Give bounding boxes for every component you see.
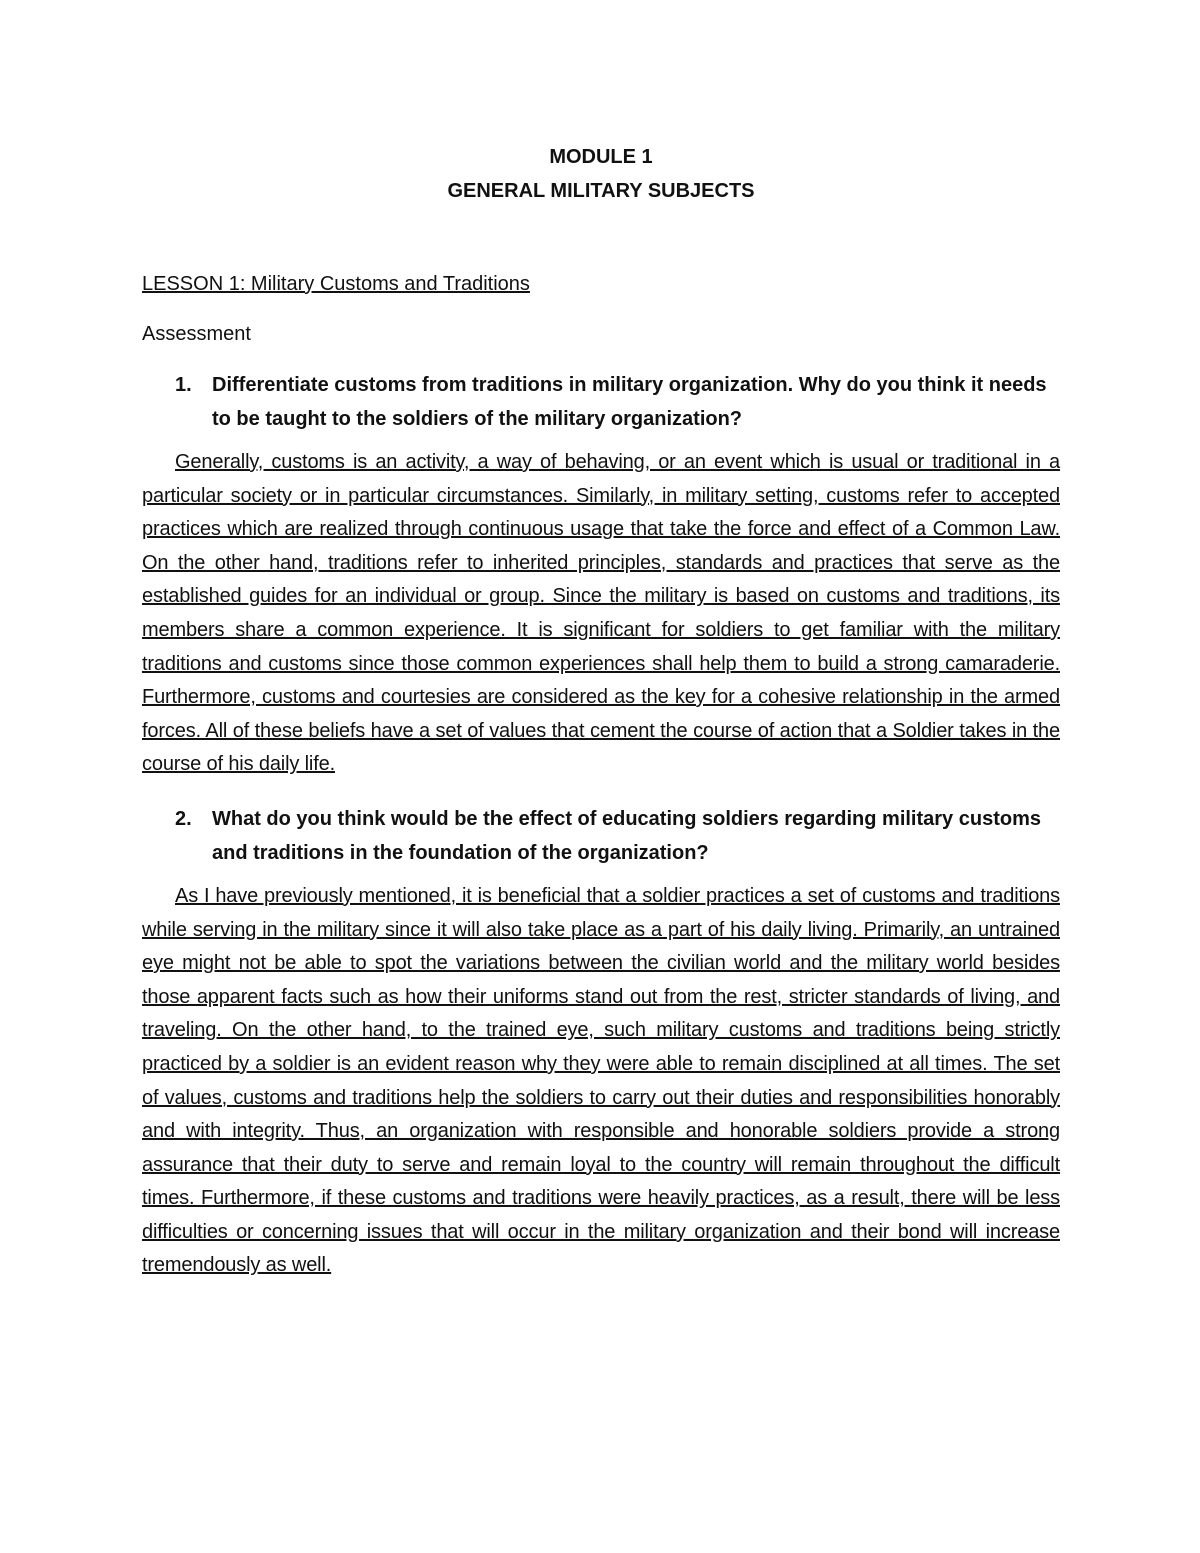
question-2 <box>175 802 1060 870</box>
question-1 <box>175 368 1060 436</box>
document-content <box>142 140 1060 1303</box>
module-subtitle: GENERAL MILITARY SUBJECTS <box>447 180 755 202</box>
assessment-label: Assessment <box>142 323 251 345</box>
question-number: 2. <box>175 807 192 830</box>
module-title: MODULE 1 <box>549 146 653 168</box>
answer-1: Generally, customs is an activity, a way of behaving, or an event which is usual or traditional in a particular society or in particular circumstances. Similarly, in military setting, customs refer to accepted practices which are realized through continuous usage that take the force and effect of a Common Law. On the other hand, traditions refer to inherited principles, standards and practices that serve as the established guides for an individual or group. Since the military is based on customs and traditions, its members share a common experience. It is significant for soldiers to get familiar with the military traditions and customs since those common experiences shall help them to build a strong camaraderie. Furthermore, customs and courtesies are considered as the key for a cohesive relationship in the armed forces. All of these beliefs have a set of values that cement the course of action that a Soldier takes in the course of his daily life. <box>142 451 1060 776</box>
lesson-title: LESSON 1: Military Customs and Traditions <box>142 273 530 295</box>
question-text: Differentiate customs from traditions in military organization. Why do you think it needs to be taught to the soldiers of the military organization? <box>212 374 1047 430</box>
question-text: What do you think would be the effect of educating soldiers regarding military customs and traditions in the foundation of the organization? <box>212 807 1041 864</box>
question-number: 1. <box>175 374 192 396</box>
answer-2: As I have previously mentioned, it is beneficial that a soldier practices a set of customs and traditions while serving in the military since it will also take place as a part of his daily living. Primarily, an untrained eye might not be able to spot the variations between the civilian world and the military world besides those apparent facts such as how their uniforms stand out from the rest, stricter standards of living, and traveling. On the other hand, to the trained eye, such military customs and traditions being strictly practiced by a soldier is an evident reason why they were able to remain disciplined at all times. The set of values, customs and traditions help the soldiers to carry out their duties and responsibilities honorably and with integrity. Thus, an organization with responsible and honorable soldiers provide a strong assurance that their duty to serve and remain loyal to the country will remain throughout the difficult times. Furthermore, if these customs and traditions were heavily practices, as a result, there will be less difficulties or concerning issues that will occur in the military organization and their bond will increase tremendously as well. <box>142 884 1060 1277</box>
